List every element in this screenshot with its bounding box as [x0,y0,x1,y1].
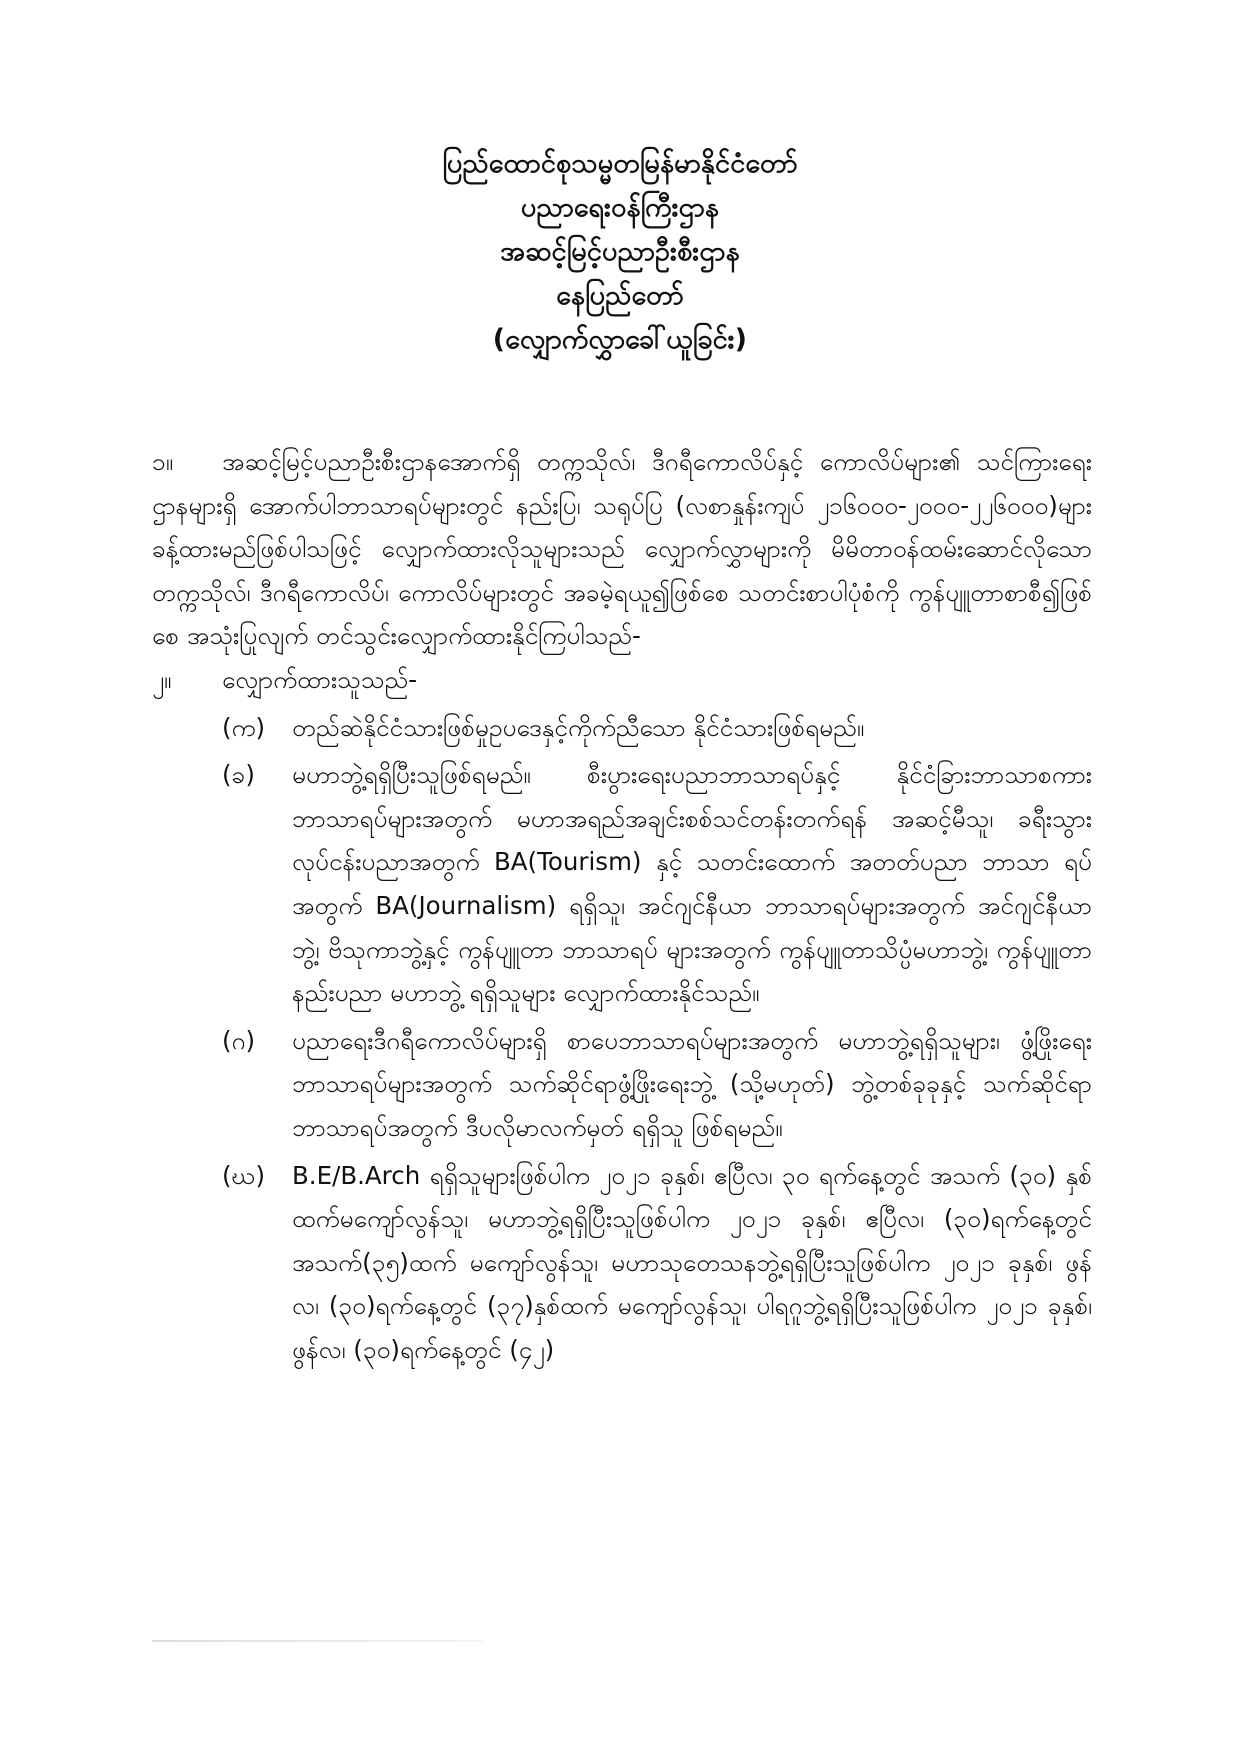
list-item-marker: (က) [222,712,266,742]
document-header [0,142,1240,362]
list-item [152,706,1092,750]
paragraph-label: လျှောက်ထားသူသည်- [222,664,418,694]
list-item [152,1154,1092,1372]
list-item-text: B.E/B.Arch ရရှိသူများဖြစ်ပါက ၂၀၂၁ ခုနှစ်၊ ဧပြီလ၊ ၃၀ ရက်နေ့တွင် အသက် (၃၀) နှစ်ထက်မကျော်လွန်သူ၊ မဟာဘွဲ့ရရှိပြီးသူဖြစ်ပါက ၂၀၂၁ ခုနှစ်၊ ဧပြီလ၊ (၃၀)ရက်နေ့တွင် အသက်(၃၅)ထက် မကျော်လွန်သူ၊ မဟာသုတေသနဘွဲ့ရရှိပြီးသူဖြစ်ပါက ၂၀၂၁ ခုနှစ်၊ ဖွန်လ၊ (၃၀)ရက်နေ့တွင် (၃၇)နှစ်ထက် မကျော်လွန်သူ၊ ပါရဂူဘွဲ့ရရှိပြီးသူဖြစ်ပါက ၂၀၂၁ ခုနှစ်၊ ဖွန်လ၊ (၃၀)ရက်နေ့တွင် (၄၂) [292,1160,1092,1364]
document-body [152,440,1092,1371]
paragraph-1 [152,440,1092,658]
paragraph-text: အဆင့်မြင့်ပညာဦးစီးဌာနအောက်ရှိ တက္ကသိုလ်၊ ဒီဂရီကောလိပ်နှင့် ကောလိပ်များ၏ သင်ကြားရေးဌာနများရှိ အောက်ပါဘာသာရပ်များတွင် နည်းပြ၊ သရုပ်ပြ (လစာနှုန်းကျပ် ၂၁၆၀၀၀-၂၀၀၀-၂၂၆၀၀၀)များခန့်ထားမည်ဖြစ်ပါသဖြင့် လျှောက်ထားလိုသူများသည် လျှောက်လွှာများကို မိမိတာဝန်ထမ်းဆောင်လိုသော တက္ကသိုလ်၊ ဒီဂရီကောလိပ်၊ ကောလိပ်များတွင် အခမဲ့ရယူ၍ဖြစ်စေ သတင်းစာပါပုံစံကို ကွန်ပျူတာစာစီ၍ဖြစ်စေ အသုံးပြုလျက် တင်သွင်းလျှောက်ထားနိုင်ကြပါသည်- [152,447,1092,651]
list-item-marker: (ခ) [222,760,255,790]
scan-artifact-line [152,1640,482,1642]
location-title: နေပြည်တော် [556,280,684,311]
paragraph-number: ၁။ [152,447,174,476]
paragraph-2 [152,658,1092,702]
ministry-title: ပညာရေးဝန်ကြီးဌာန [520,192,720,223]
list-item-marker: (ဂ) [222,1025,256,1055]
announcement-title: (လျှောက်လွှာခေါ်ယူခြင်း) [492,324,748,355]
list-item-text: မဟာဘွဲ့ရရှိပြီးသူဖြစ်ရမည်။ စီးပွားရေးပညာဘာသာရပ်နှင့် နိုင်ငံခြားဘာသာစကား ဘာသာရပ်များအတွက် မဟာအရည်အချင်းစစ်သင်တန်းတက်ရန် အဆင့်မီသူ၊ ခရီးသွားလုပ်ငန်းပညာအတွက် BA(Tourism) နှင့် သတင်းထောက် အတတ်ပညာ ဘာသာ ရပ်အတွက် BA(Journalism) ရရှိသူ၊ အင်ဂျင်နီယာ ဘာသာရပ်များအတွက် အင်ဂျင်နီယာဘွဲ့၊ ဗိသုကာဘွဲ့နှင့် ကွန်ပျူတာ ဘာသာရပ် များအတွက် ကွန်ပျူတာသိပ္ပံမဟာဘွဲ့၊ ကွန်ပျူတာ နည်းပညာ မဟာဘွဲ့ ရရှိသူများ လျှောက်ထားနိုင်သည်။ [292,760,1092,1008]
list-item-text: တည်ဆဲနိုင်ငံသားဖြစ်မှုဥပဒေနှင့်ကိုက်ညီသော နိုင်ငံသားဖြစ်ရမည်။ [292,712,865,742]
list-item [152,1019,1092,1150]
paragraph-number: ၂။ [152,664,172,694]
list-item [152,753,1092,1015]
country-title: ပြည်ထောင်စုသမ္မတမြန်မာနိုင်ငံတော် [442,148,798,179]
list-item-marker: (ဃ) [222,1160,266,1190]
list-item-text: ပညာရေးဒီဂရီကောလိပ်များရှိ စာပေဘာသာရပ်များအတွက် မဟာဘွဲ့ရရှိသူများ၊ ဖွံ့ဖြိုးရေးဘာသာရပ်များအတွက် သက်ဆိုင်ရာဖွံ့ဖြိုးရေးဘွဲ့ (သို့မဟုတ်) ဘွဲ့တစ်ခုခုနှင့် သက်ဆိုင်ရာဘာသာရပ်အတွက် ဒီပလိုမာလက်မှတ် ရရှိသူ ဖြစ်ရမည်။ [292,1025,1092,1142]
department-title: အဆင့်မြင့်ပညာဦးစီးဌာန [500,236,740,267]
